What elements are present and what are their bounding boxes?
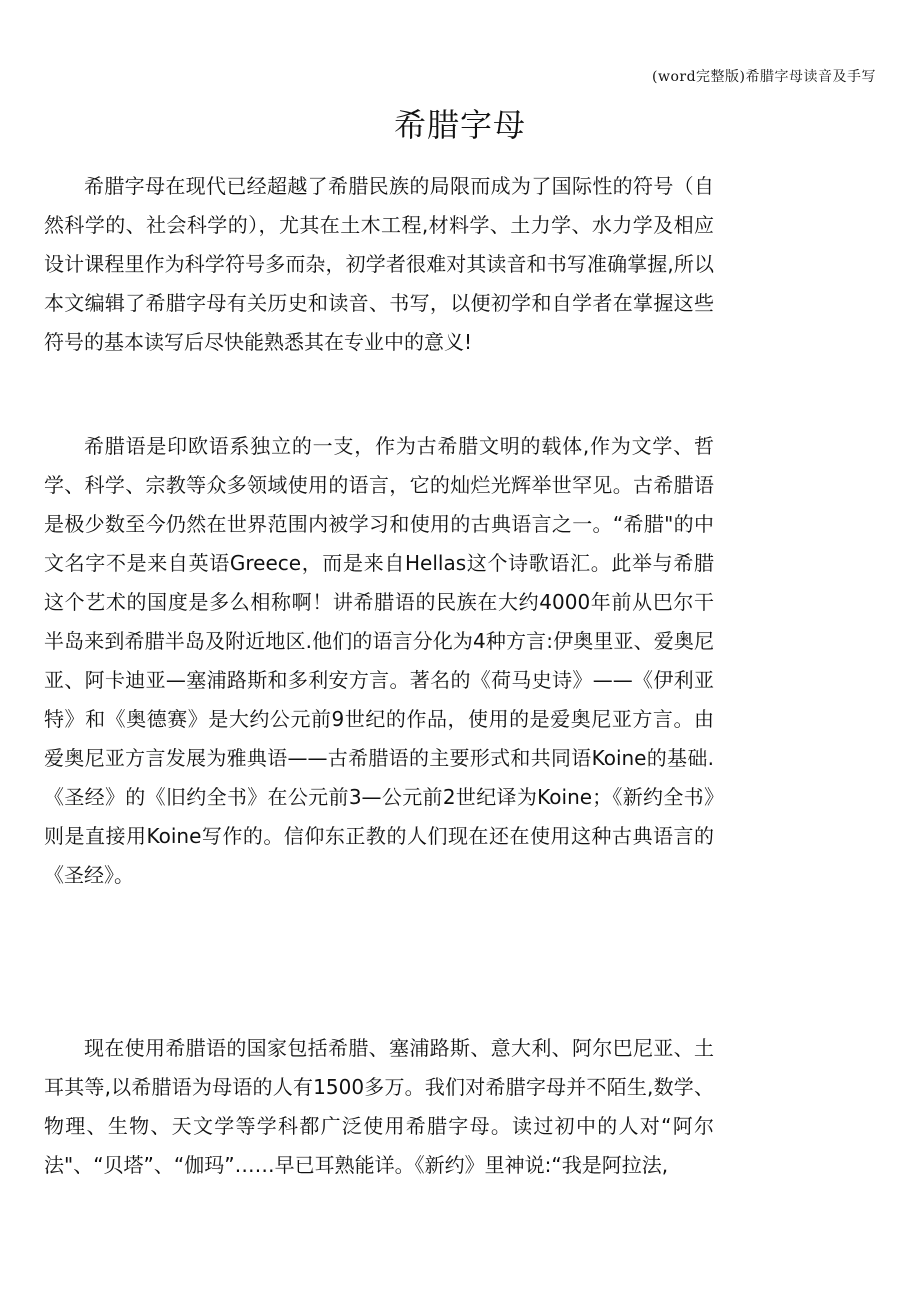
running-header: (word完整版)希腊字母读音及手写 [652,69,876,85]
document-title: 希腊字母 [393,106,526,144]
paragraph-usage: 现在使用希腊语的国家包括希腊、塞浦路斯、意大利、阿尔巴尼亚、土耳其等,以希腊语为母语的人有1500多万。我们对希腊字母并不陌生,数学、物理、生物、天文学等学科都广泛使用希腊字母。读过初中的人对“阿尔法"、“贝塔”、“伽玛”……早已耳熟能详。《新约》里神说:“我是阿拉法, [44,1036,714,1177]
paragraph-history: 希腊语是印欧语系独立的一支，作为古希腊文明的载体,作为文学、哲学、科学、宗教等众多领域使用的语言，它的灿烂光辉举世罕见。古希腊语是极少数至今仍然在世界范围内被学习和使用的古典语言之一。“希腊"的中文名字不是来自英语Greece，而是来自Hellas这个诗歌语汇。此举与希腊这个艺术的国度是多么相称啊！讲希腊语的民族在大约4000年前从巴尔干半岛来到希腊半岛及附近地区.他们的语言分化为4种方言:伊奥里亚、爱奥尼亚、阿卡迪亚—塞浦路斯和多利安方言。著名的《荷马史诗》——《伊利亚特》和《奥德赛》是大约公元前9世纪的作品，使用的是爱奥尼亚方言。由爱奥尼亚方言发展为雅典语——古希腊语的主要形式和共同语Koine的基础.《圣经》的《旧约全书》在公元前3—公元前2世纪译为Koine；《新约全书》则是直接用Koine写作的。信仰东正教的人们现在还在使用这种古典语言的《圣经》。 [44,434,714,887]
paragraph-intro: 希腊字母在现代已经超越了希腊民族的局限而成为了国际性的符号（自然科学的、社会科学的），尤其在土木工程,材料学、土力学、水力学及相应设计课程里作为科学符号多而杂，初学者很难对其读音和书写准确掌握,所以本文编辑了希腊字母有关历史和读音、书写，以便初学和自学者在掌握这些符号的基本读写后尽快能熟悉其在专业中的意义! [44,174,714,354]
